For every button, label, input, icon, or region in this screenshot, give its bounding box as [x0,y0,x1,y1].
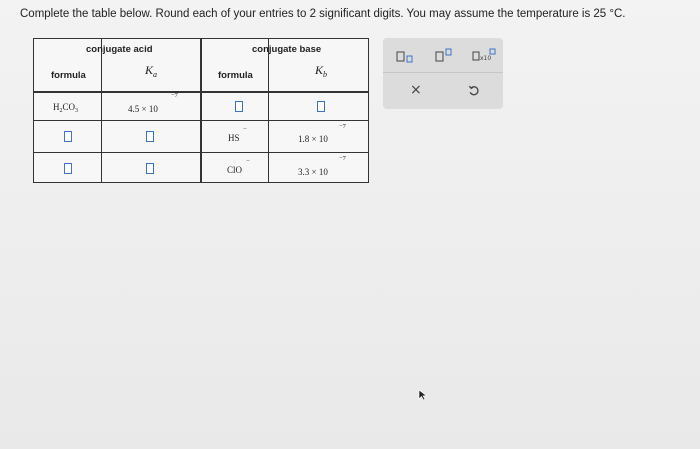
ka-input-row3[interactable] [146,163,154,174]
svg-text:x10: x10 [480,55,492,62]
table-divider [34,152,368,153]
ka-input-row2[interactable] [146,131,154,142]
clear-icon[interactable]: × [410,82,422,98]
ka-exponent-row1: −7 [171,92,178,99]
acid-formula-h2co3: $H_2CO_3$ [53,102,79,114]
mouse-cursor-icon [418,388,428,406]
hs-charge: − [243,126,247,133]
kb-value-row3: 3.3 × 10 [298,167,328,177]
kb-exponent-row2: −7 [339,123,346,130]
conjugate-base-header: conjugate base [252,44,322,55]
conjugate-acid-header: conjugate acid [86,44,153,55]
data-table [33,38,369,183]
kb-header: $K_b$ [315,63,328,79]
kb-value-row2: 1.8 × 10 [298,134,328,144]
base-formula-hs: HS [228,133,240,143]
tool-separator [383,72,503,73]
base-formula-clo: ClO [227,165,243,175]
base-formula-input-row1[interactable] [235,101,243,112]
table-divider [34,120,368,121]
kb-input-row1[interactable] [317,101,325,112]
table-divider [268,39,269,182]
acid-formula-input-row2[interactable] [64,131,72,142]
undo-icon[interactable] [468,84,480,102]
equation-tool-panel [383,38,503,109]
table-divider [200,39,202,182]
scientific-notation-icon[interactable] [472,48,496,62]
instructions: Complete the table below. Round each of your entries to 2 significant digits. You may assume the temperature is 25 °C. [20,8,626,20]
acid-formula-input-row3[interactable] [64,163,72,174]
ka-header: $K_a$ [145,63,158,79]
base-formula-header: formula [218,70,253,81]
table-divider [101,39,102,182]
kb-exponent-row3: −7 [339,155,346,162]
table-divider [34,91,368,93]
superscript-box-icon[interactable] [435,48,453,62]
acid-formula-header: formula [51,70,86,81]
clo-charge: − [246,158,250,165]
ka-value-row1: 4.5 × 10 [128,104,158,114]
subscript-box-icon[interactable] [396,51,414,63]
